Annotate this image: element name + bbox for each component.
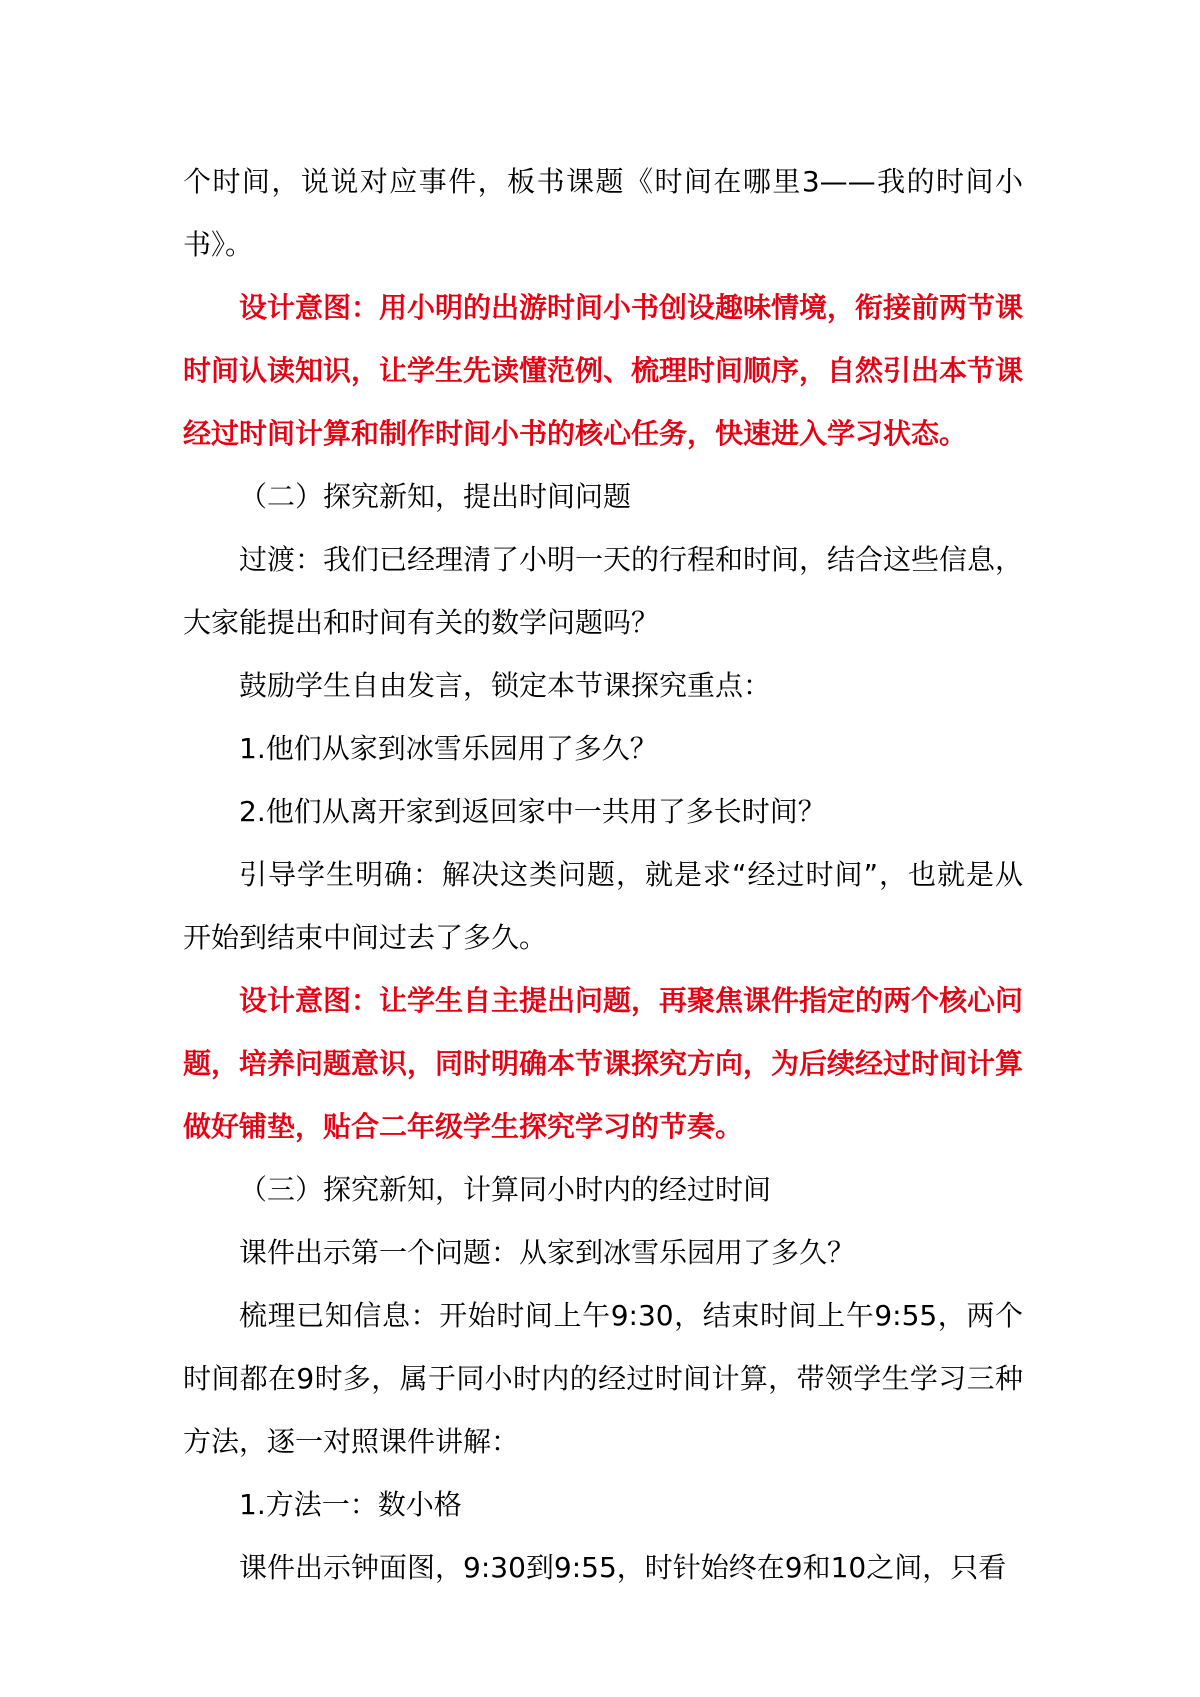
document-body bbox=[183, 150, 1023, 1599]
method-1-heading: 1.方法一：数小格 bbox=[239, 1488, 462, 1521]
guide-paragraph: 引导学生明确：解决这类问题，就是求“经过时间”，也就是从开始到结束中间过去了多久。 bbox=[183, 858, 1023, 954]
transition-paragraph: 过渡：我们已经理清了小明一天的行程和时间，结合这些信息，大家能提出和时间有关的数学问题吗？ bbox=[183, 543, 1024, 639]
first-question-paragraph: 课件出示第一个问题：从家到冰雪乐园用了多久？ bbox=[239, 1236, 856, 1269]
paragraph-continuation: 个时间，说说对应事件，板书课题《时间在哪里3——我的时间小书》。 bbox=[183, 165, 1023, 261]
known-info-paragraph: 梳理已知信息：开始时间上午9:30，结束时间上午9:55，两个时间都在9时多，属于同小时内的经过时间计算，带领学生学习三种方法，逐一对照课件讲解： bbox=[183, 1299, 1023, 1458]
design-intent-1: 设计意图：用小明的出游时间小书创设趣味情境，衔接前两节课时间认读知识，让学生先读懂范例、梳理时间顺序，自然引出本节课经过时间计算和制作时间小书的核心任务，快速进入学习状态。 bbox=[183, 291, 1024, 450]
encourage-paragraph: 鼓励学生自由发言，锁定本节课探究重点： bbox=[239, 669, 772, 702]
design-intent-2: 设计意图：让学生自主提出问题，再聚焦课件指定的两个核心问题，培养问题意识，同时明确本节课探究方向，为后续经过时间计算做好铺垫，贴合二年级学生探究学习的节奏。 bbox=[183, 984, 1024, 1143]
question-2: 2.他们从离开家到返回家中一共用了多长时间？ bbox=[239, 795, 826, 828]
section-heading-3: （三）探究新知，计算同小时内的经过时间 bbox=[239, 1173, 772, 1206]
section-heading-2: （二）探究新知，提出时间问题 bbox=[239, 480, 632, 513]
question-1: 1.他们从家到冰雪乐园用了多久？ bbox=[239, 732, 658, 765]
clock-paragraph: 课件出示钟面图，9:30到9:55，时针始终在9和10之间，只看 bbox=[239, 1551, 1007, 1584]
